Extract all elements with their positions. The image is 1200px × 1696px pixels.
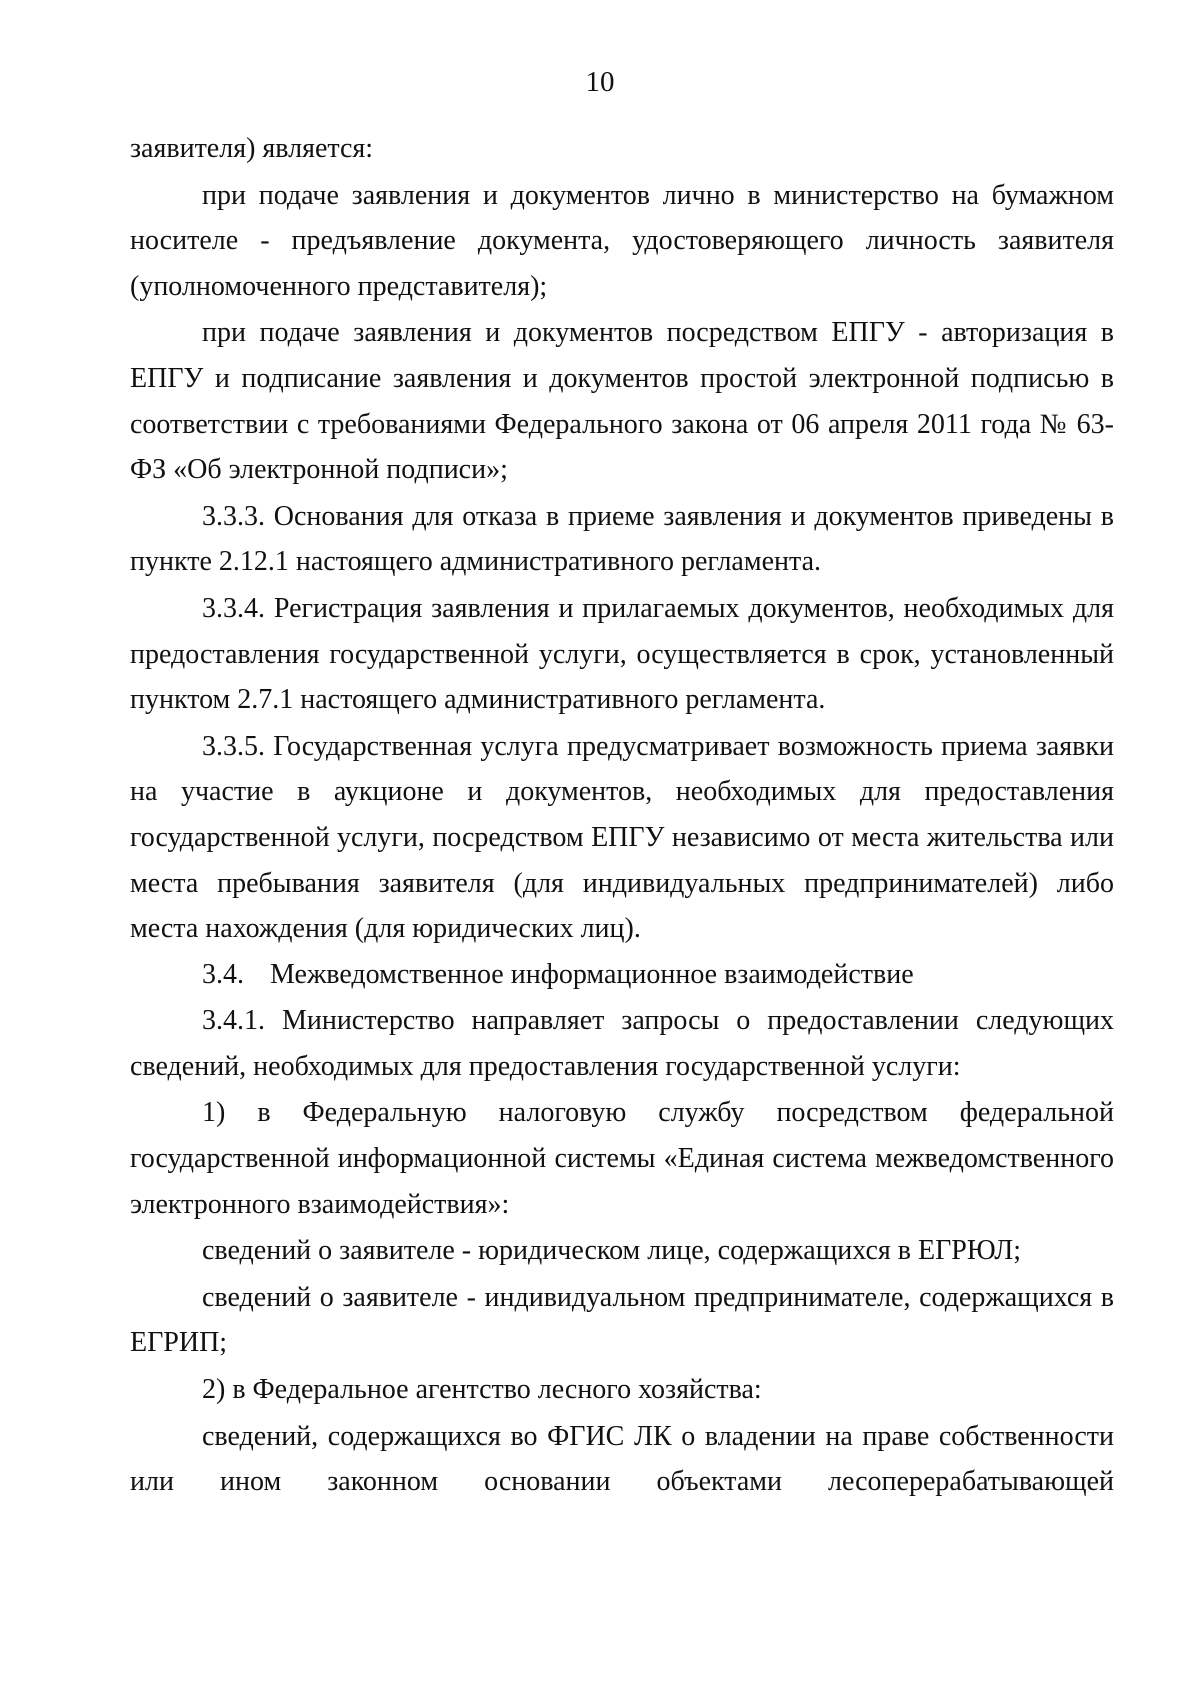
paragraph-fgis-lk: сведений, содержащихся во ФГИС ЛК о владении на праве собственности или ином законном основании объектами лесоперерабатывающей: [130, 1420, 1114, 1498]
paragraph-3-4-1: 3.4.1. Министерство направляет запросы о предоставлении следующих сведений, необходимых для предоставления государственной услуги:: [130, 1005, 1114, 1082]
paragraph-epgu-submission: при подаче заявления и документов посредством ЕПГУ - авторизация в ЕПГУ и подписание заявления и документов простой электронной подписью в соответствии с требованиями Федерального закона от 06 апреля 2011 года № 63-ФЗ «Об электронной подписи»;: [130, 317, 1114, 486]
paragraph-3-3-4: 3.3.4. Регистрация заявления и прилагаемых документов, необходимых для предоставления государственной услуги, осуществляется в срок, установленный пунктом 2.7.1 настоящего административного регламента.: [130, 592, 1114, 716]
paragraph-egrul: сведений о заявителе - юридическом лице, содержащихся в ЕГРЮЛ;: [202, 1235, 1021, 1267]
section-number: 3.4.: [202, 958, 244, 990]
section-heading: [130, 952, 1114, 998]
paragraph-paper-submission: при подаче заявления и документов лично в министерство на бумажном носителе - предъявление документа, удостоверяющего личность заявителя (уполномоченного представителя);: [130, 179, 1114, 302]
paragraph-3-3-3: 3.3.3. Основания для отказа в приеме заявления и документов приведены в пункте 2.12.1 настоящего административного регламента.: [130, 500, 1114, 578]
paragraph-egrip: сведений о заявителе - индивидуальном предпринимателе, содержащихся в ЕГРИП;: [130, 1281, 1114, 1359]
paragraph-intro: заявителя) является:: [130, 133, 374, 164]
paragraph-3-3-5: 3.3.5. Государственная услуга предусматривает возможность приема заявки на участие в аукционе и документов, необходимых для предоставления государственной услуги, посредством ЕПГУ независимо от места жительства или места пребывания заявителя (для индивидуальных предпринимателей) либо места нахождения (для юридических лиц).: [130, 730, 1114, 945]
section-title: Межведомственное информационное взаимодействие: [270, 958, 914, 990]
page-number: 10: [585, 66, 615, 98]
paragraph-item-2: 2) в Федеральное агентство лесного хозяйства:: [202, 1374, 762, 1406]
paragraph-item-1: 1) в Федеральную налоговую службу посредством федеральной государственной информационной системы «Единая система межведомственного электронного взаимодействия»:: [130, 1097, 1114, 1220]
document-body: [130, 126, 1114, 1505]
